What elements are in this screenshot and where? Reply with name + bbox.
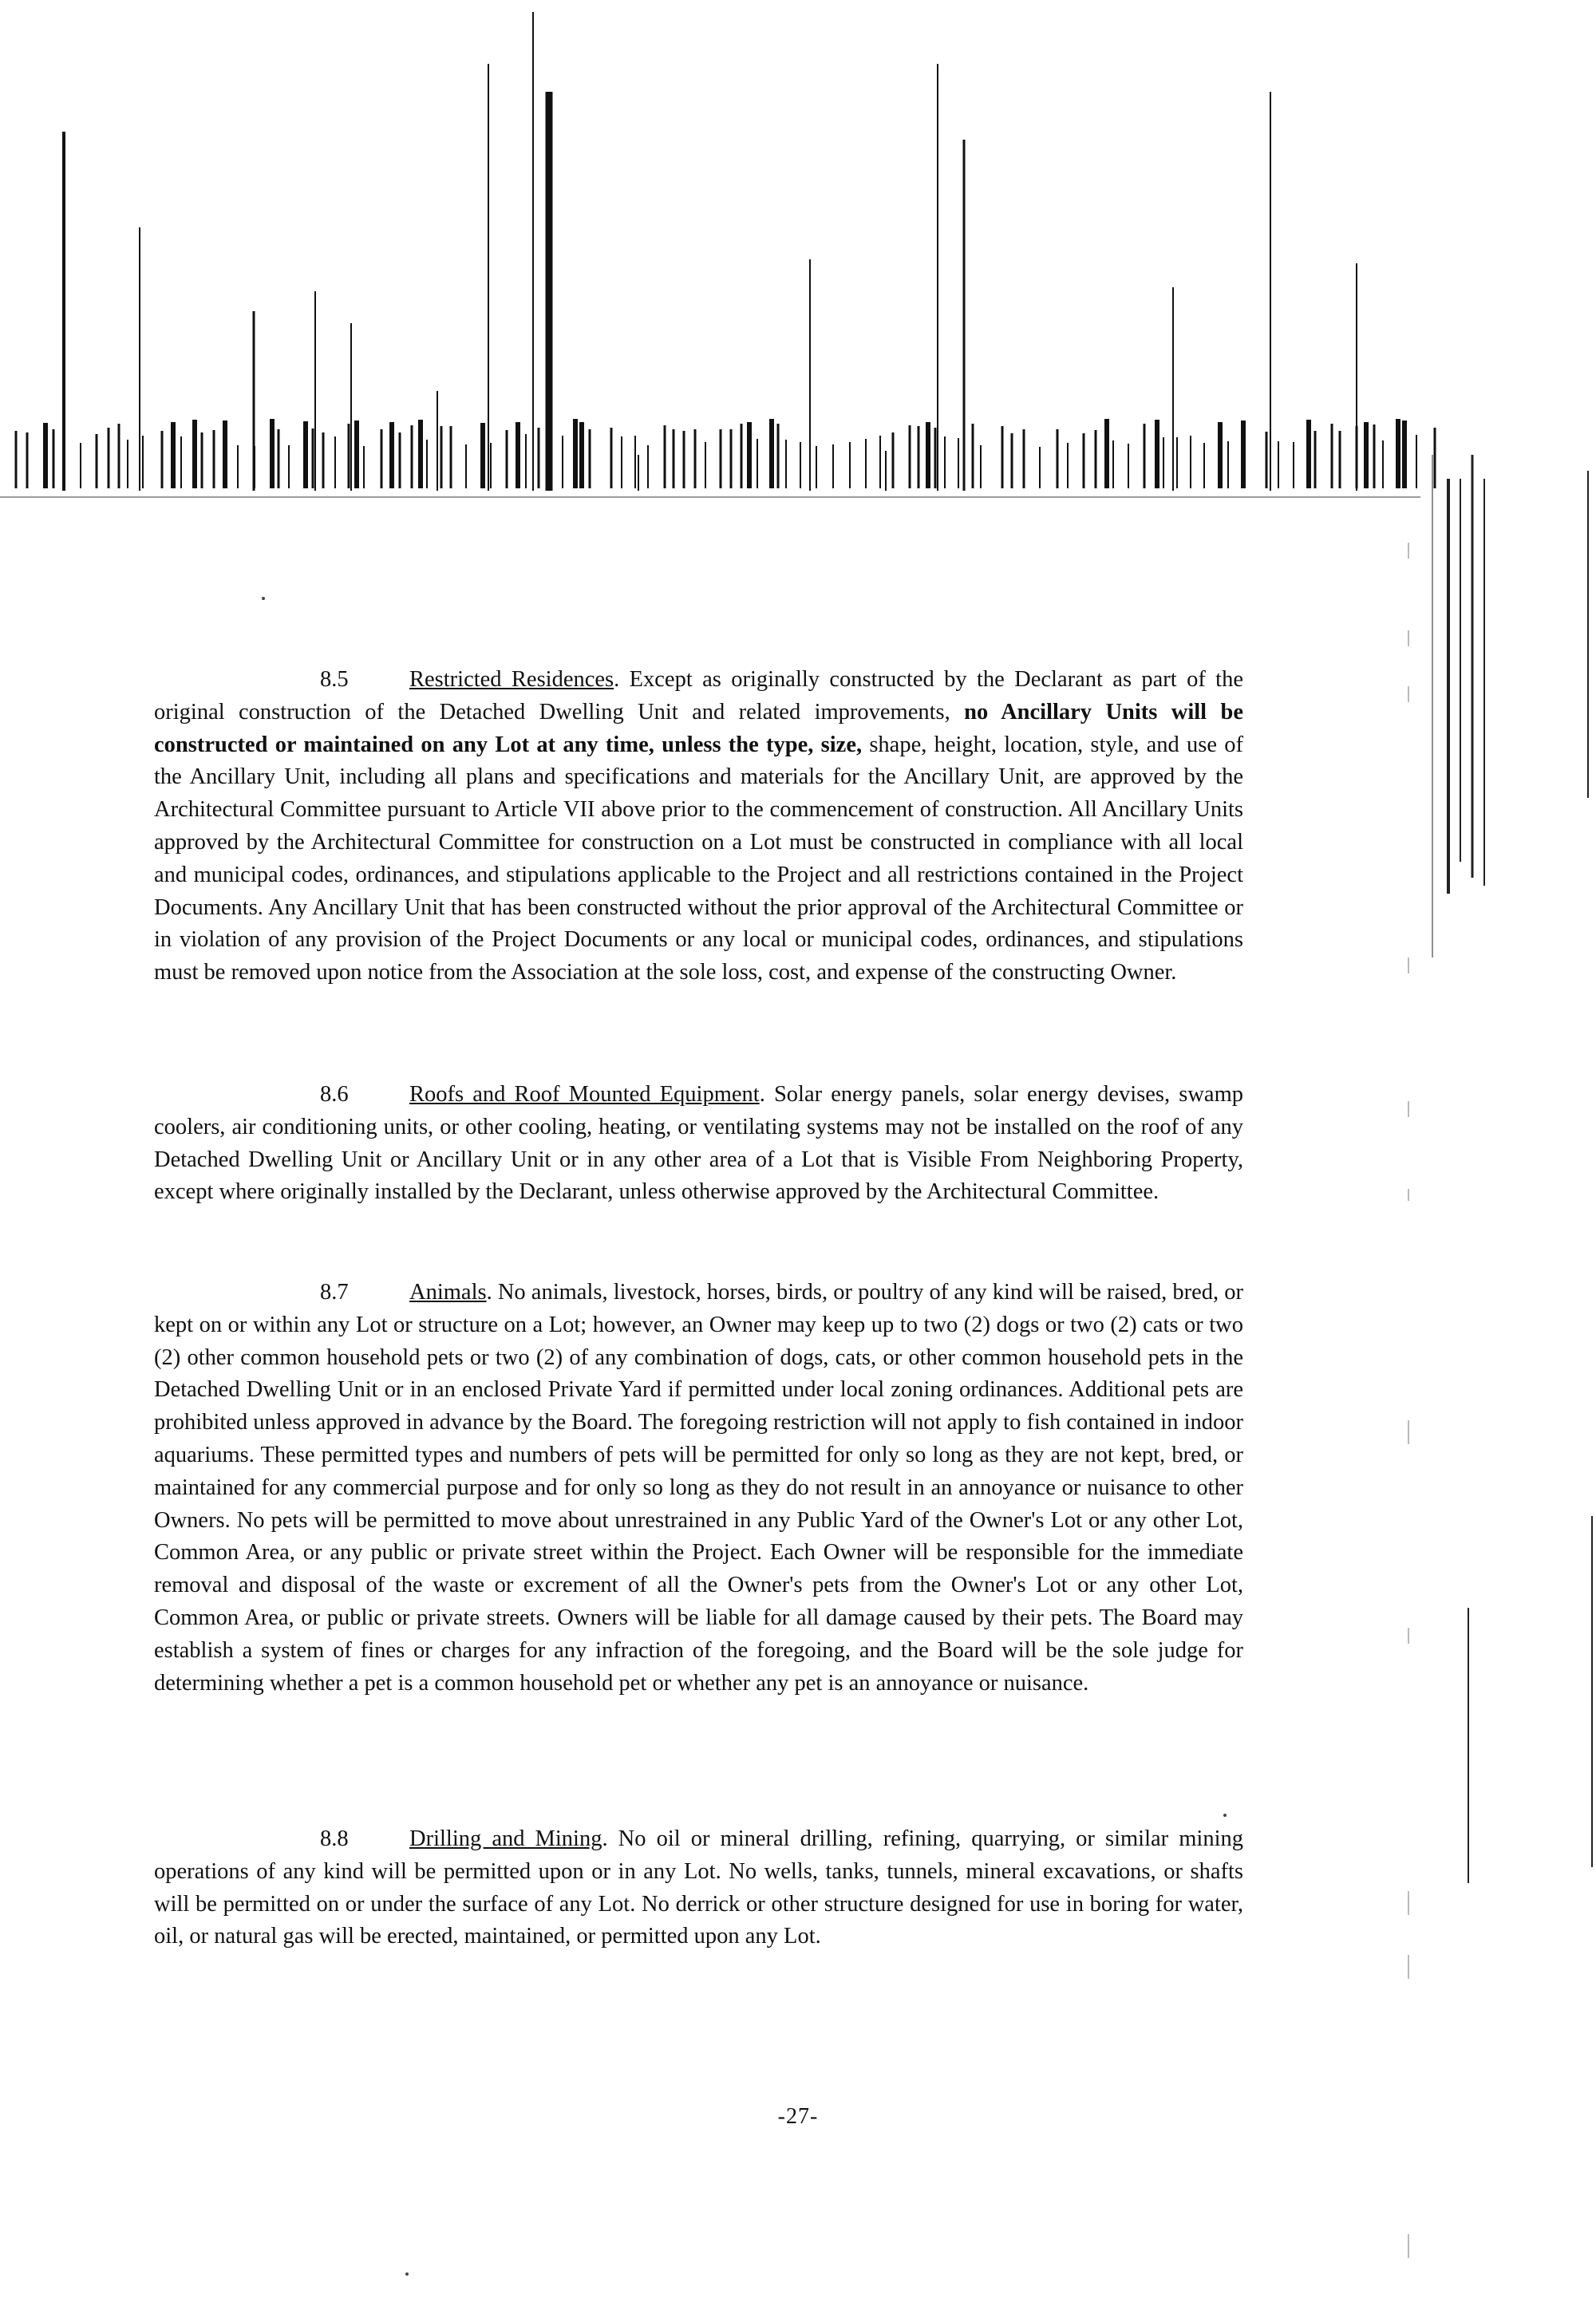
scan-speck: [262, 597, 265, 600]
section-bold-text: no Ancillary Units will be constructed or maintained on any Lot at any time, unless the type, size,: [154, 699, 1243, 757]
section-heading: Roofs and Roof Mounted Equipment: [409, 1082, 760, 1107]
section-8-6: [154, 1079, 1243, 1209]
section-number: 8.5: [320, 667, 349, 692]
scan-speck: [405, 2272, 409, 2276]
section-number: 8.6: [320, 1082, 349, 1107]
section-number: 8.7: [320, 1280, 349, 1305]
section-heading: Restricted Residences: [409, 667, 614, 692]
section-8-8: [154, 1823, 1243, 1953]
section-text-continued: shape, height, location, style, and use of the Ancillary Unit, including all plans and specifications and materials for the Ancillary Unit, are approved by the Architectural Committee pursuant to Article VII above prior to the commencement of construction. All Ancillary Units approved by the Architectural Committee for construction on a Lot must be constructed in compliance with all local and municipal codes, ordinances, and stipulations applicable to the Project and all restrictions contained in the Project Documents. Any Ancillary Unit that has been constructed without the prior approval of the Architectural Committee or in violation of any provision of the Project Documents or any local or municipal codes, ordinances, and stipulations must be removed upon notice from the Association at the sole loss, cost, and expense of the constructing Owner.: [154, 732, 1243, 985]
section-number: 8.8: [320, 1826, 349, 1851]
page-number: -27-: [777, 2104, 819, 2129]
section-text: . No animals, livestock, horses, birds, or poultry of any kind will be raised, bred, or kept on or within any Lot or structure on a Lot; however, an Owner may keep up to two (2) dogs or two (2) cats or two (2) other common household pets or two (2) of any combination of dogs, cats, or other common household pets in the Detached Dwelling Unit or in an enclosed Private Yard if permitted under local zoning ordinances. Additional pets are prohibited unless approved in advance by the Board. The foregoing restriction will not apply to fish contained in indoor aquariums. These permitted types and numbers of pets will be permitted for only so long as they are not kept, bred, or maintained for any commercial purpose and for only so long as they do not result in an annoyance or nuisance to other Owners. No pets will be permitted to move about unrestrained in any Public Yard of the Owner's Lot or any other Lot, Common Area, or any public or private street within the Project. Each Owner will be responsible for the immediate removal and disposal of the waste or excrement of all the Owner's pets from the Owner's Lot or any other Lot, Common Area, or public or private streets. Owners will be liable for all damage caused by their pets. The Board may establish a system of fines or charges for any infraction of the foregoing, and the Board will be the sole judge for determining whether a pet is a common household pet or whether any pet is an annoyance or nuisance.: [154, 1280, 1243, 1696]
section-heading: Animals: [409, 1280, 487, 1305]
section-8-5: [154, 664, 1243, 989]
section-text: . Except as originally constructed by the Declarant as part of the original construction of the Detached Dwelling Unit and related improvements,: [154, 667, 1243, 725]
section-text: . No oil or mineral drilling, refining, quarrying, or similar mining operations of any kind will be permitted upon or in any Lot. No wells, tanks, tunnels, mineral excavations, or shafts will be permitted on or under the surface of any Lot. No derrick or other structure designed for use in boring for water, oil, or natural gas will be erected, maintained, or permitted upon any Lot.: [154, 1826, 1243, 1949]
section-text: . Solar energy panels, solar energy devises, swamp coolers, air conditioning units, or other cooling, heating, or ventilating systems may not be installed on the roof of any Detached Dwelling Unit or Ancillary Unit or in any other area of a Lot that is Visible From Neighboring Property, except where originally installed by the Declarant, unless otherwise approved by the Architectural Committee.: [154, 1082, 1243, 1205]
section-heading: Drilling and Mining: [409, 1826, 602, 1851]
scan-speck: [1223, 1814, 1227, 1817]
section-8-7: [154, 1277, 1243, 1700]
